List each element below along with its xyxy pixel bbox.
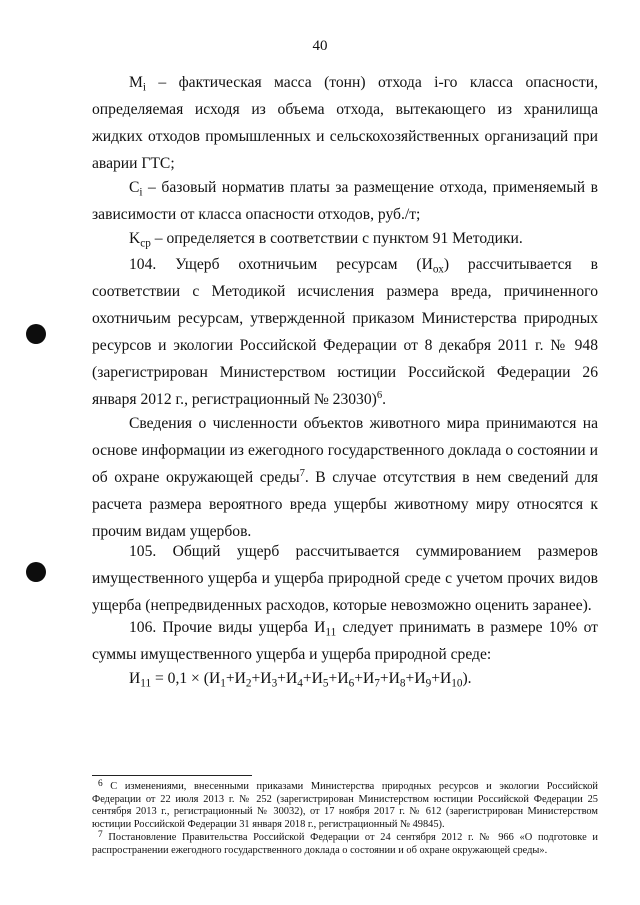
- svedeniya-text-a: Сведения о численности объектов животного мира принимаются на основе информации из ежегодного государственного доклада о состоянии и об охране окружающей среды: [92, 415, 598, 486]
- footnote-ref-6[interactable]: 6: [376, 390, 383, 402]
- symbol-c: C: [129, 179, 140, 196]
- formula-term-symbol: И: [311, 670, 323, 687]
- formula-end: ).: [462, 670, 472, 687]
- footnote-separator: [92, 775, 252, 776]
- footnote-6: [92, 781, 598, 831]
- formula-terms: [208, 670, 463, 690]
- paragraph-svedeniya: [92, 410, 598, 545]
- footnote-7: [92, 832, 598, 857]
- symbol-m: M: [129, 74, 143, 91]
- formula-term-symbol: И: [337, 670, 349, 687]
- p106-subscript: 11: [325, 626, 337, 639]
- footnote-6-mark: 6: [98, 779, 103, 790]
- paragraph-104: [92, 251, 598, 413]
- formula-term-subscript: 1: [220, 677, 226, 690]
- mi-definition-text: – фактическая масса (тонн) отхода i-го класса опасности, определяемая исходя из объема отхода, вытекающего из хранилища жидких отходов промышленных и сельскохозяйственных организаций при аварии ГТС;: [92, 74, 598, 172]
- kcp-definition-text: – определяется в соответствии с пунктом 91 Методики.: [150, 230, 523, 247]
- symbol-c-subscript: i: [139, 186, 143, 199]
- p104-subscript: ох: [432, 263, 444, 276]
- p106-text-a: 106. Прочие виды ущерба И: [129, 619, 326, 636]
- formula-term-subscript: 2: [245, 677, 252, 690]
- paragraph-ci-definition: [92, 174, 598, 228]
- formula-term-subscript: 8: [399, 677, 406, 690]
- formula-term-subscript: 9: [425, 677, 432, 690]
- formula-plus: +: [354, 670, 363, 687]
- p104-text-b: ) рассчитывается в соответствии с Методикой исчисления размера вреда, причиненного охотничьим ресурсам, утвержденной приказом Министерства природных ресурсов и экологии Российской Федерации от 8 декабря 2011 г. № 948 (зарегистрирован Министерством юстиции Российской Федерации 26 января 2012 г., регистрационный № 23030): [92, 256, 598, 408]
- binder-hole-lower: [26, 562, 46, 582]
- formula-term-symbol: И: [362, 670, 375, 687]
- formula-plus: +: [431, 670, 440, 687]
- formula-plus: +: [225, 670, 235, 687]
- formula-term-subscript: 5: [322, 677, 329, 690]
- footnote-7-text: Постановление Правительства Российской Федерации от 24 сентября 2012 г. № 966 «О подготовке и распространении ежегодного государственного доклада о состоянии и об охране окружающей среды».: [92, 832, 598, 856]
- formula-term-symbol: И: [285, 670, 298, 687]
- p106-text-b: следует принимать в размере 10% от суммы имущественного ущерба и ущерба природной среде:: [92, 619, 598, 663]
- formula-term-subscript: 7: [374, 677, 380, 690]
- page-number: 40: [312, 38, 328, 54]
- svedeniya-text-b: . В случае отсутствия в нем сведений для расчета размера вероятного вреда ущербы животному миру относятся к прочим видам ущербов.: [92, 469, 599, 540]
- formula-mid: = 0,1 × (: [151, 670, 209, 687]
- formula-term-symbol: И: [260, 670, 272, 687]
- ci-definition-text: – базовый норматив платы за размещение отхода, применяемый в зависимости от класса опасности отходов, руб./т;: [92, 179, 598, 223]
- formula-term-symbol: И: [208, 670, 221, 687]
- formula-term-subscript: 4: [297, 677, 303, 690]
- paragraph-mi-definition: [92, 69, 598, 177]
- formula-plus: +: [251, 670, 261, 687]
- symbol-k: K: [129, 230, 141, 247]
- formula-plus: +: [379, 670, 389, 687]
- paragraph-kcp-definition: [92, 225, 598, 252]
- symbol-m-subscript: i: [142, 81, 146, 94]
- formula-term-symbol: И: [414, 670, 426, 687]
- formula-term-subscript: 3: [271, 677, 278, 690]
- formula-term-symbol: И: [234, 670, 246, 687]
- formula-plus: +: [302, 670, 312, 687]
- formula-plus: +: [405, 670, 415, 687]
- formula-term-subscript: 6: [348, 677, 355, 690]
- formula-i11: [129, 665, 472, 692]
- p104-text-c: .: [382, 391, 387, 408]
- p104-text-a: 104. Ущерб охотничьим ресурсам (И: [129, 256, 433, 273]
- symbol-k-subscript: ср: [140, 237, 151, 250]
- binder-hole-upper: [26, 324, 46, 344]
- formula-term-subscript: 10: [451, 677, 463, 690]
- formula-term-symbol: И: [440, 670, 452, 687]
- paragraph-106: [92, 614, 598, 668]
- formula-plus: +: [277, 670, 286, 687]
- formula-lhs: И: [129, 670, 141, 687]
- paragraph-105: 105. Общий ущерб рассчитывается суммированием размеров имущественного ущерба и ущерба природной среде с учетом прочих видов ущерба (непредвиденных расходов, которые невозможно оценить заранее).: [92, 543, 598, 614]
- footnote-6-text: С изменениями, внесенными приказами Министерства природных ресурсов и экологии Российской Федерации от 22 июля 2013 г. № 252 (зарегистрирован Министерством юстиции Российской Федерации 25 сентября 2013 г., регистрационный № 30032), от 17 ноября 2017 г. № 612 (зарегистрирован Министерством юстиции Российской Федерации 31 января 2018 г., регистрационный № 49845).: [92, 781, 598, 830]
- formula-term-symbol: И: [388, 670, 400, 687]
- formula-lhs-subscript: 11: [140, 677, 152, 690]
- formula-plus: +: [328, 670, 338, 687]
- footnote-ref-7[interactable]: 7: [299, 468, 305, 480]
- footnote-7-mark: 7: [98, 830, 103, 841]
